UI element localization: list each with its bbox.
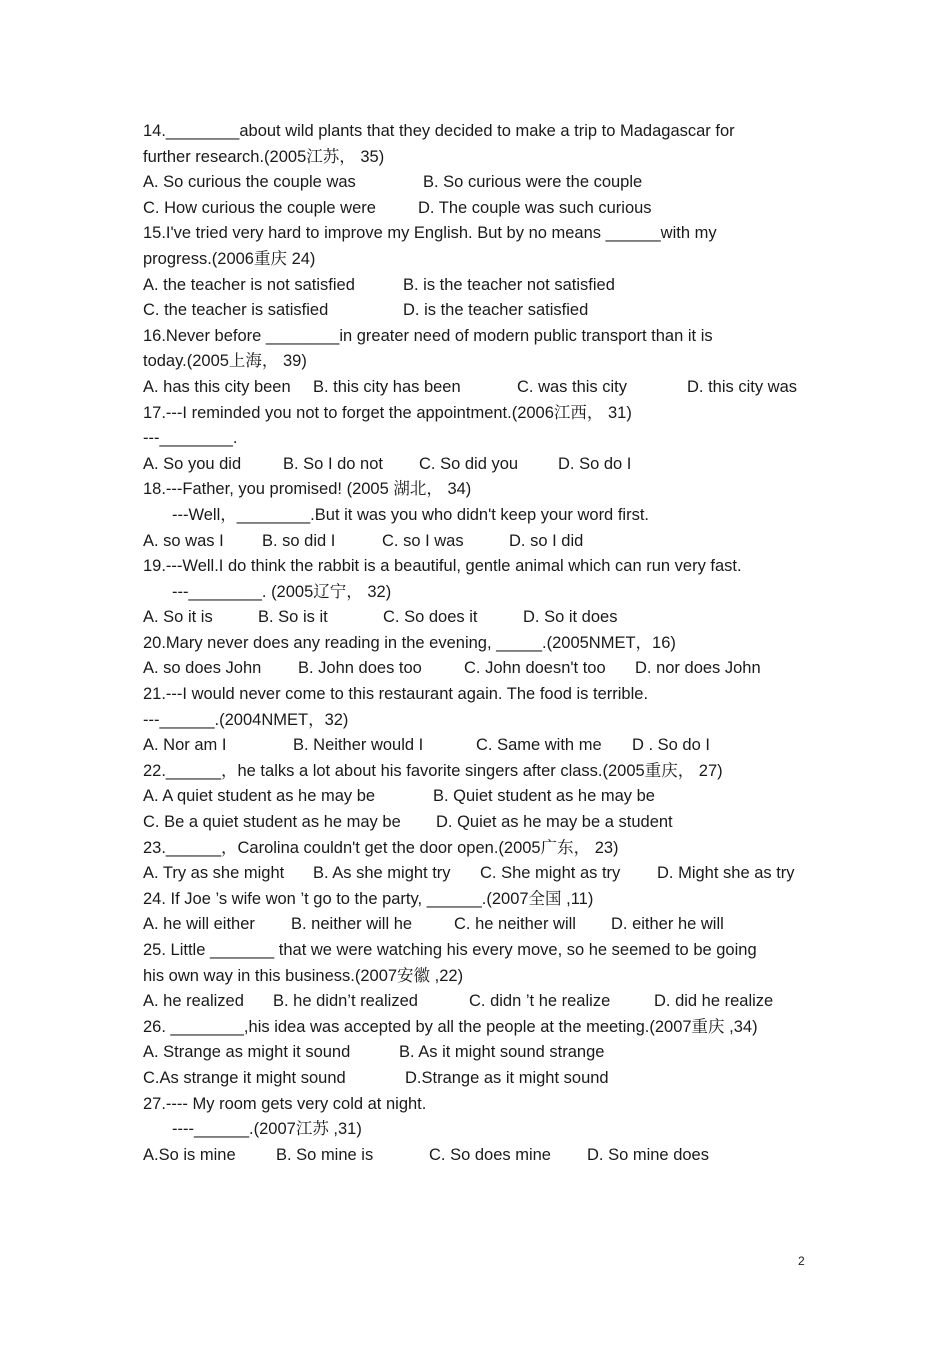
answer-option: D. Quiet as he may be a student <box>436 813 673 832</box>
question-line <box>143 1117 823 1143</box>
answer-option: A. he will either <box>143 915 255 934</box>
answer-option: B. As it might sound strange <box>399 1043 605 1062</box>
question-line <box>143 836 823 862</box>
line-text: 24. If Joe ’s wife won ’t go to the party, ______.(2007全国 ,11) <box>143 889 594 908</box>
question-line <box>143 349 823 375</box>
answer-option: B. neither will he <box>291 915 413 934</box>
line-text: today.(2005上海， 39) <box>143 352 307 371</box>
options-line <box>143 861 823 887</box>
answer-option: C. So does it <box>383 608 478 627</box>
options-line <box>143 989 823 1015</box>
question-line <box>143 221 823 247</box>
answer-option: C. didn ’t he realize <box>469 992 611 1011</box>
answer-option: A. has this city been <box>143 377 291 396</box>
answer-option: A. the teacher is not satisfied <box>143 275 355 294</box>
answer-option: A. Nor am I <box>143 736 227 755</box>
answer-option: A. Strange as might it sound <box>143 1043 351 1062</box>
answer-option: B. So mine is <box>276 1145 374 1164</box>
question-line <box>143 759 823 785</box>
options-line <box>143 605 823 631</box>
answer-option: A. so does John <box>143 659 262 678</box>
options-line <box>143 375 823 401</box>
answer-option: B. So is it <box>258 608 328 627</box>
line-text: progress.(2006重庆 24) <box>143 249 316 268</box>
answer-option: B. Quiet student as he may be <box>433 787 655 806</box>
answer-option: A.So is mine <box>143 1145 236 1164</box>
answer-option: D. nor does John <box>635 659 761 678</box>
options-line <box>143 784 823 810</box>
question-line <box>143 119 823 145</box>
options-line <box>143 656 823 682</box>
answer-option: B. so did I <box>262 531 336 550</box>
answer-option: A. So it is <box>143 608 213 627</box>
question-line <box>143 682 823 708</box>
answer-option: D. so I did <box>509 531 584 550</box>
answer-option: C. Same with me <box>476 736 602 755</box>
question-line <box>143 1015 823 1041</box>
question-line <box>143 554 823 580</box>
options-line <box>143 452 823 478</box>
answer-option: A. So you did <box>143 454 242 473</box>
answer-option: C. So does mine <box>429 1145 551 1164</box>
line-text: ---Well，________.But it was you who didn't keep your word first. <box>172 505 649 524</box>
options-line <box>143 170 823 196</box>
answer-option: C. She might as try <box>480 864 621 883</box>
question-line <box>143 887 823 913</box>
question-line <box>143 324 823 350</box>
answer-option: C. John doesn't too <box>464 659 606 678</box>
line-text: his own way in this business.(2007安徽 ,22) <box>143 966 464 985</box>
options-line <box>143 912 823 938</box>
line-text: 18.---Father, you promised! (2005 湖北， 34) <box>143 480 472 499</box>
answer-option: A. A quiet student as he may be <box>143 787 376 806</box>
question-line <box>143 631 823 657</box>
page-number: 2 <box>798 1254 805 1268</box>
line-text: 19.---Well.I do think the rabbit is a beautiful, gentle animal which can run very fast. <box>143 557 742 576</box>
question-line <box>143 1092 823 1118</box>
answer-option: B. So curious were the couple <box>423 173 643 192</box>
line-text: 26. ________,his idea was accepted by all the people at the meeting.(2007重庆 ,34) <box>143 1017 758 1036</box>
answer-option: D. Might she as try <box>657 864 795 883</box>
question-line <box>143 477 823 503</box>
options-line <box>143 196 823 222</box>
options-line <box>143 733 823 759</box>
line-text: 21.---I would never come to this restaurant again. The food is terrible. <box>143 685 649 704</box>
options-line <box>143 298 823 324</box>
line-text: 22.______，he talks a lot about his favorite singers after class.(2005重庆， 27) <box>143 761 723 780</box>
answer-option: A. So curious the couple was <box>143 173 356 192</box>
answer-option: D. So it does <box>523 608 618 627</box>
answer-option: D . So do I <box>632 736 710 755</box>
question-line <box>143 401 823 427</box>
question-line <box>143 145 823 171</box>
answer-option: D. this city was <box>687 377 798 396</box>
question-line <box>143 938 823 964</box>
answer-option: D. either he will <box>611 915 724 934</box>
answer-option: C. the teacher is satisfied <box>143 301 329 320</box>
answer-option: A. Try as she might <box>143 864 285 883</box>
question-line <box>143 580 823 606</box>
options-line <box>143 1143 823 1169</box>
answer-option: D. is the teacher satisfied <box>403 301 589 320</box>
line-text: 20.Mary never does any reading in the evening, _____.(2005NMET，16) <box>143 633 676 652</box>
line-text: 27.---- My room gets very cold at night. <box>143 1094 427 1113</box>
line-text: ---______.(2004NMET，32) <box>143 710 349 729</box>
line-text: 23.______，Carolina couldn't get the door open.(2005广东， 23) <box>143 838 619 857</box>
answer-option: C. was this city <box>517 377 628 396</box>
question-line <box>143 247 823 273</box>
line-text: 17.---I reminded you not to forget the appointment.(2006江西， 31) <box>143 403 632 422</box>
question-line <box>143 964 823 990</box>
answer-option: C. so I was <box>382 531 464 550</box>
answer-option: D. So do I <box>558 454 632 473</box>
answer-option: C. So did you <box>419 454 519 473</box>
answer-option: D.Strange as it might sound <box>405 1068 609 1087</box>
answer-option: B. is the teacher not satisfied <box>403 275 615 294</box>
answer-option: B. Neither would I <box>293 736 424 755</box>
line-text: 15.I've tried very hard to improve my English. But by no means ______with my <box>143 224 717 243</box>
answer-option: C.As strange it might sound <box>143 1068 346 1087</box>
line-text: 25. Little _______ that we were watching his every move, so he seemed to be going <box>143 941 757 959</box>
question-line <box>143 708 823 734</box>
line-text: ---________. <box>143 429 238 448</box>
options-line <box>143 1066 823 1092</box>
line-text: 14.________about wild plants that they decided to make a trip to Madagascar for <box>143 122 735 140</box>
question-line <box>143 503 823 529</box>
answer-option: D. The couple was such curious <box>418 198 652 217</box>
answer-option: C. Be a quiet student as he may be <box>143 813 401 832</box>
answer-option: B. John does too <box>298 659 422 678</box>
answer-option: A. so was I <box>143 531 224 550</box>
answer-option: D. So mine does <box>587 1145 709 1164</box>
options-line <box>143 1040 823 1066</box>
line-text: ----______.(2007江苏 ,31) <box>172 1120 362 1139</box>
options-line <box>143 529 823 555</box>
answer-option: B. So I do not <box>283 454 383 473</box>
answer-option: B. this city has been <box>313 377 461 396</box>
options-line <box>143 810 823 836</box>
options-line <box>143 273 823 299</box>
answer-option: D. did he realize <box>654 992 774 1011</box>
answer-option: A. he realized <box>143 992 244 1011</box>
answer-option: B. he didn’t realized <box>273 992 418 1011</box>
answer-option: C. he neither will <box>454 915 576 934</box>
question-list <box>143 119 823 1168</box>
answer-option: B. As she might try <box>313 864 451 883</box>
line-text: 16.Never before ________in greater need of modern public transport than it is <box>143 326 713 345</box>
line-text: ---________. (2005辽宁， 32) <box>172 582 392 601</box>
line-text: further research.(2005江苏， 35) <box>143 147 385 166</box>
question-line <box>143 426 823 452</box>
answer-option: C. How curious the couple were <box>143 198 376 217</box>
